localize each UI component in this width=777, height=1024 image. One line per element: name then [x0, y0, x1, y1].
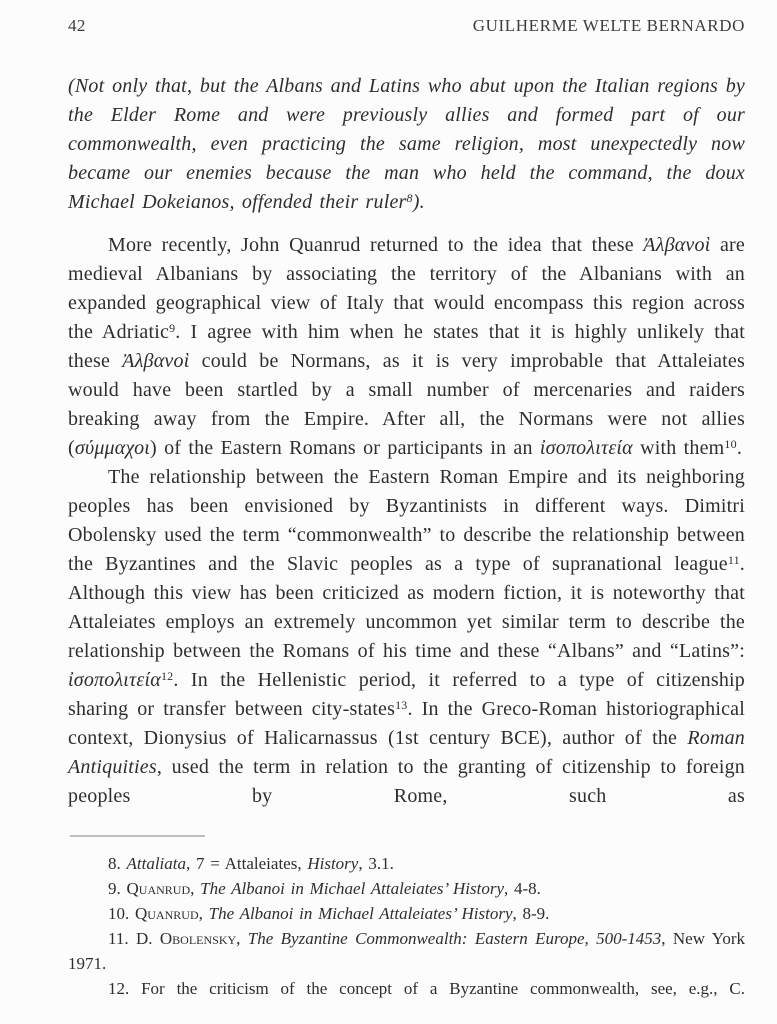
footnote-item: 11. D. Obolensky, The Byzantine Commonwealth: Eastern Europe, 500-1453, New York 1971.	[68, 929, 745, 973]
page-number: 42	[68, 16, 86, 35]
footnotes	[68, 851, 745, 1001]
footnote-item: 12. For the criticism of the concept of a Byzantine commonwealth, see, e.g., C.	[108, 979, 745, 998]
footnote-item: 9. Quanrud, The Albanoi in Michael Attaleiates’ History, 4-8.	[108, 879, 541, 898]
running-header-author: GUILHERME WELTE BERNARDO	[472, 16, 745, 35]
body-text	[68, 72, 745, 811]
body-paragraph: More recently, John Quanrud returned to the idea that these Ἀλβανοὶ are medieval Albanians by associating the territory of the Albanians with an expanded geographical view of Italy that would encompass this region across the Adriatic$^9$. I agree with him when he states that it is highly unlikely that these Ἀλβανοὶ could be Normans, as it is very improbable that Attaleiates would have been startled by a small number of mercenaries and raiders breaking away from the Empire. After all, the Normans were not allies (σύμμαχοι) of the Eastern Romans or participants in an ἰσοπολιτεία with them$^{10}$.	[68, 234, 745, 459]
block-quote-paragraph: (Not only that, but the Albans and Latins who abut upon the Italian regions by the Elder Rome and were previously allies and formed part of our commonwealth, even practicing the same religion, most unexpectedly now became our enemies because the man who held the command, the doux Michael Dokeianos, offended their ruler$^8$).	[68, 75, 745, 213]
page-header	[68, 16, 745, 36]
footnote-separator	[70, 835, 205, 837]
footnote-item: 10. Quanrud, The Albanoi in Michael Attaleiates’ History, 8-9.	[108, 904, 550, 923]
body-paragraph: The relationship between the Eastern Roman Empire and its neighboring peoples has been envisioned by Byzantinists in different ways. Dimitri Obolensky used the term “commonwealth” to describe the relationship between the Byzantines and the Slavic peoples as a type of supranational league$^{11}$. Although this view has been criticized as modern fiction, it is noteworthy that Attaleiates employs an extremely uncommon yet similar term to describe the relationship between the Romans of his time and these “Albans” and “Latins”: ἰσοπολιτεία$^{12}$. In the Hellenistic period, it referred to a type of citizenship sharing or transfer between city-states$^{13}$. In the Greco-Roman historiographical context, Dionysius of Halicarnassus (1st century BCE), author of the Roman Antiquities, used the term in relation to the granting of citizenship to foreign peoples by Rome, such as	[68, 466, 745, 807]
footnote-item: 8. Attaliata, 7 = Attaleiates, History, 3.1.	[108, 854, 394, 873]
